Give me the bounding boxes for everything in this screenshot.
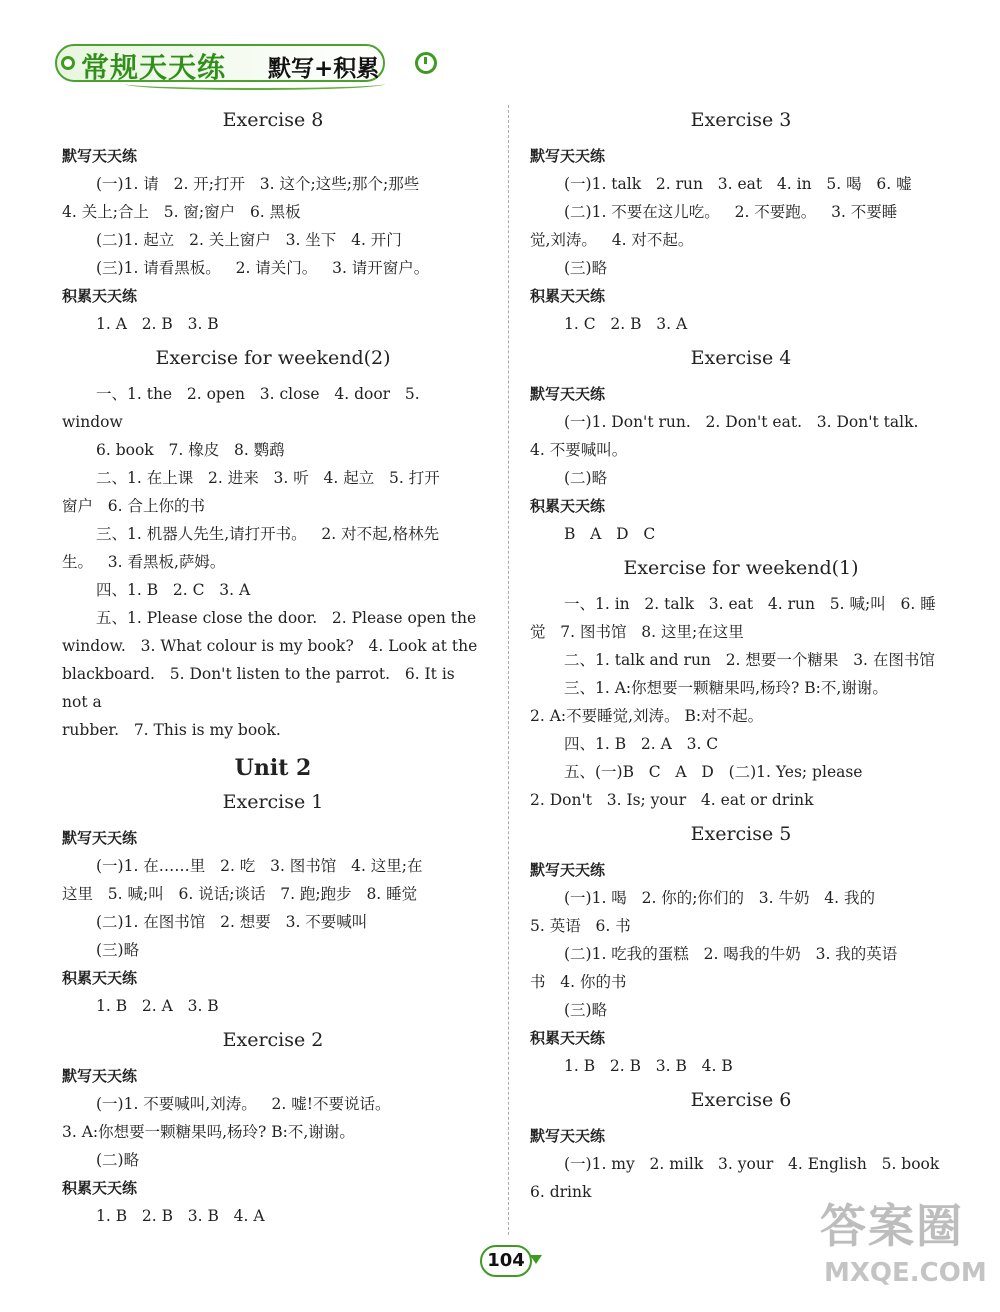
answer-line: 1. C 2. B 3. A [564, 315, 688, 333]
header-banner [55, 38, 395, 88]
answer-line: 觉 7. 图书馆 8. 这里;在这里 [530, 623, 744, 641]
answer-line: 3. A:你想要一颗糖果吗,杨玲? B:不,谢谢。 [62, 1123, 355, 1141]
exercise-title: Exercise 3 [690, 109, 792, 131]
answer-line: (三)1. 请看黑板。 2. 请关门。 3. 请开窗户。 [96, 259, 430, 277]
answer-line: 2. A:不要睡觉,刘涛。 B:对不起。 [530, 707, 764, 725]
answer-line: 三、1. A:你想要一颗糖果吗,杨玲? B:不,谢谢。 [564, 679, 888, 697]
exercise-title: Exercise 4 [690, 347, 792, 369]
answer-line: B A D C [564, 525, 656, 543]
section-heading: 默写天天练 [62, 829, 138, 847]
answer-line: 6. book 7. 橡皮 8. 鹦鹉 [96, 441, 285, 459]
answer-line: rubber. 7. This is my book. [62, 721, 281, 739]
section-heading: 默写天天练 [530, 1127, 606, 1145]
exercise-title: Exercise for weekend(1) [623, 557, 859, 579]
answer-line: (三)略 [564, 1001, 608, 1019]
answer-line: (一)1. Don't run. 2. Don't eat. 3. Don't talk. [564, 413, 919, 431]
header-wave-decoration [125, 78, 385, 90]
watermark-text: 答案圈 [820, 1199, 964, 1253]
answer-line: 五、(一)B C A D (二)1. Yes; please [564, 763, 863, 781]
answer-line: (一)1. 喝 2. 你的;你们的 3. 牛奶 4. 我的 [564, 889, 876, 907]
section-heading: 积累天天练 [530, 287, 606, 305]
clock-icon [415, 52, 437, 74]
answer-line: (二)略 [564, 469, 608, 487]
header-title: 常规天天练 [81, 51, 227, 84]
answer-line: 一、1. in 2. talk 3. eat 4. run 5. 喊;叫 6. 睡 [564, 595, 936, 613]
exercise-title: Exercise for weekend(2) [155, 347, 391, 369]
answer-line: (一)1. 不要喊叫,刘涛。 2. 嘘!不要说话。 [96, 1095, 391, 1113]
answer-line: 1. B 2. A 3. B [96, 997, 219, 1015]
answer-line: (二)1. 起立 2. 关上窗户 3. 坐下 4. 开门 [96, 231, 402, 249]
answer-line: 四、1. B 2. C 3. A [96, 581, 251, 599]
answer-line: 二、1. 在上课 2. 进来 3. 听 4. 起立 5. 打开 [96, 469, 440, 487]
answer-line: 1. A 2. B 3. B [96, 315, 219, 333]
page-number-badge [480, 1245, 540, 1279]
answer-line: (二)1. 吃我的蛋糕 2. 喝我的牛奶 3. 我的英语 [564, 945, 898, 963]
section-heading: 默写天天练 [62, 147, 138, 165]
section-heading: 默写天天练 [62, 1067, 138, 1085]
answer-line: (三)略 [564, 259, 608, 277]
page-number: 104 [480, 1245, 532, 1277]
section-heading: 默写天天练 [530, 861, 606, 879]
answer-line: 这里 5. 喊;叫 6. 说话;谈话 7. 跑;跑步 8. 睡觉 [62, 885, 418, 903]
column-divider [508, 105, 509, 1235]
section-heading: 积累天天练 [62, 969, 138, 987]
answer-line: 觉,刘涛。 4. 对不起。 [530, 231, 694, 249]
answer-line: 窗户 6. 合上你的书 [62, 497, 205, 515]
left-column [62, 100, 484, 1230]
answer-line: (一)1. my 2. milk 3. your 4. English 5. book [564, 1155, 940, 1173]
bullet-icon [61, 56, 75, 70]
exercise-title: Exercise 2 [222, 1029, 324, 1051]
section-heading: 积累天天练 [530, 1029, 606, 1047]
right-column [530, 100, 952, 1206]
answer-line: 二、1. talk and run 2. 想要一个糖果 3. 在图书馆 [564, 651, 935, 669]
watermark [820, 1190, 995, 1305]
answer-line: window. 3. What colour is my book? 4. Look at the [62, 637, 478, 655]
answer-line: 6. drink [530, 1183, 592, 1201]
answer-line: 1. B 2. B 3. B 4. B [564, 1057, 733, 1075]
exercise-title: Exercise 5 [690, 823, 792, 845]
section-heading: 积累天天练 [530, 497, 606, 515]
answer-line: (一)1. 请 2. 开;打开 3. 这个;这些;那个;那些 [96, 175, 420, 193]
header-subtitle: 默写+积累 [268, 56, 380, 82]
answer-line: (三)略 [96, 941, 140, 959]
section-heading: 默写天天练 [530, 147, 606, 165]
exercise-title: Exercise 8 [222, 109, 324, 131]
answer-line: 五、1. Please close the door. 2. Please open the [96, 609, 477, 627]
exercise-title: Exercise 6 [690, 1089, 792, 1111]
section-heading: 积累天天练 [62, 1179, 138, 1197]
answer-line: (二)1. 在图书馆 2. 想要 3. 不要喊叫 [96, 913, 368, 931]
answer-line: blackboard. 5. Don't listen to the parrot. 6. It is not a [62, 665, 460, 711]
answer-line: (二)略 [96, 1151, 140, 1169]
answer-line: 4. 关上;合上 5. 窗;窗户 6. 黑板 [62, 203, 301, 221]
answer-line: 生。 3. 看黑板,萨姆。 [62, 553, 226, 571]
answer-line: 2. Don't 3. Is; your 4. eat or drink [530, 791, 814, 809]
answer-line: 四、1. B 2. A 3. C [564, 735, 719, 753]
section-heading: 积累天天练 [62, 287, 138, 305]
answer-line: 4. 不要喊叫。 [530, 441, 628, 459]
exercise-title: Exercise 1 [222, 791, 324, 813]
answer-line: 一、1. the 2. open 3. close 4. door 5. window [62, 385, 425, 431]
watermark-url: MXQE.COM [824, 1258, 987, 1288]
section-heading: 默写天天练 [530, 385, 606, 403]
answer-line: 5. 英语 6. 书 [530, 917, 631, 935]
answer-line: 书 4. 你的书 [530, 973, 627, 991]
answer-line: (一)1. talk 2. run 3. eat 4. in 5. 喝 6. 嘘 [564, 175, 912, 193]
answer-line: (一)1. 在……里 2. 吃 3. 图书馆 4. 这里;在 [96, 857, 423, 875]
arrow-down-icon [530, 1255, 542, 1264]
answer-line: 1. B 2. B 3. B 4. A [96, 1207, 265, 1225]
answer-line: (二)1. 不要在这儿吃。 2. 不要跑。 3. 不要睡 [564, 203, 898, 221]
unit-title: Unit 2 [234, 755, 312, 781]
answer-line: 三、1. 机器人先生,请打开书。 2. 对不起,格林先 [96, 525, 440, 543]
